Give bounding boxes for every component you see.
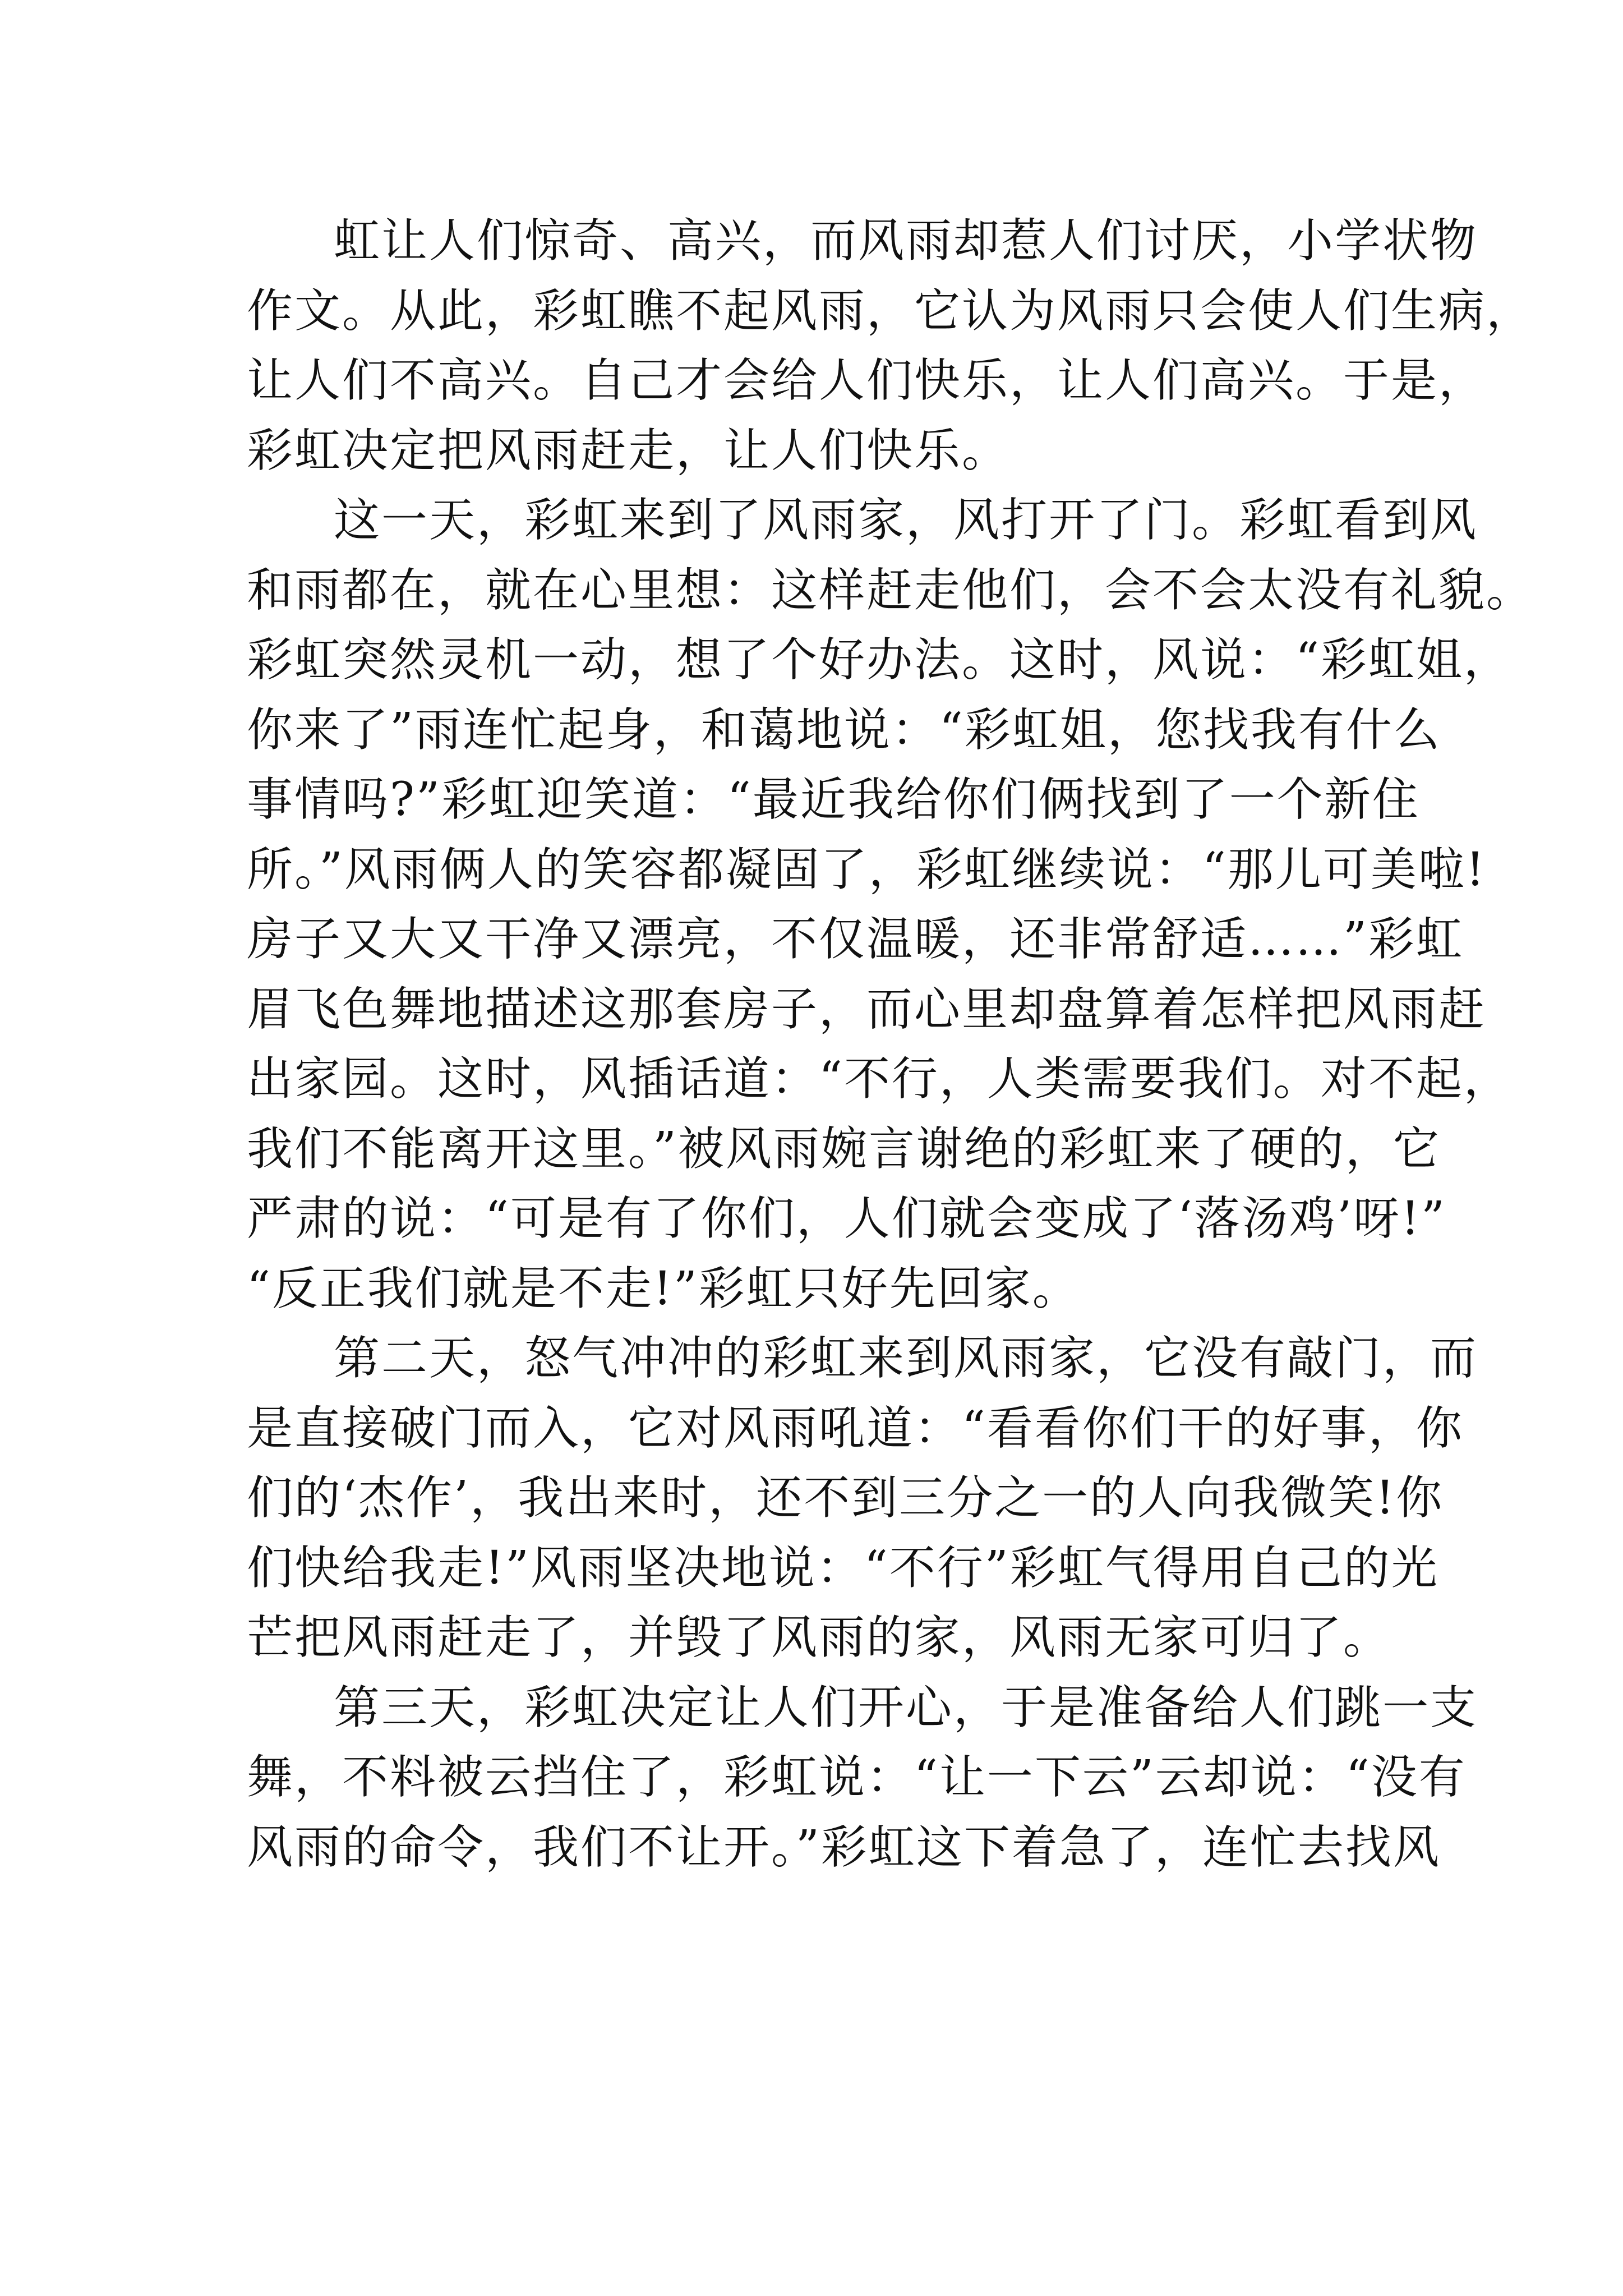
text-line: 们的‘杰作’，我出来时，还不到三分之一的人向我微笑!你 [247,1471,1444,1525]
text-line: 彩虹突然灵机一动，想了个好办法。这时，风说：“彩虹姐， [247,633,1511,687]
text-line: 出家园。这时，风插话道：“不行，人类需要我们。对不起， [247,1052,1511,1106]
text-line: 舞，不料被云挡住了，彩虹说：“让一下云”云却说：“没有 [247,1751,1467,1804]
text-line: 作文。从此，彩虹瞧不起风雨，它认为风雨只会使人们生病， [247,284,1534,338]
text-line: 事情吗?”彩虹迎笑道：“最近我给你们俩找到了一个新住 [247,773,1420,826]
text-line: 你来了”雨连忙起身，和蔼地说：“彩虹姐，您找我有什么 [247,703,1441,757]
text-line: 第三天，彩虹决定让人们开心，于是准备给人们跳一支 [334,1681,1478,1734]
text-line: 和雨都在，就在心里想：这样赶走他们，会不会太没有礼貌。 [247,563,1534,617]
text-line: 这一天，彩虹来到了风雨家，风打开了门。彩虹看到风 [334,494,1478,547]
text-line: 我们不能离开这里。”被风雨婉言谢绝的彩虹来了硬的，它 [247,1122,1441,1176]
text-line: 所。”风雨俩人的笑容都凝固了，彩虹继续说：“那儿可美啦! [247,843,1486,896]
text-line: “反正我们就是不走!”彩虹只好先回家。 [247,1262,1080,1315]
text-line: 芒把风雨赶走了，并毁了风雨的家，风雨无家可归了。 [247,1611,1391,1664]
text-line: 们快给我走!”风雨坚决地说：“不行”彩虹气得用自己的光 [247,1541,1439,1595]
text-line: 眉飞色舞地描述这那套房子，而心里却盘算着怎样把风雨赶 [247,982,1487,1036]
text-line: 严肃的说：“可是有了你们，人们就会变成了‘落汤鸡’呀!” [247,1192,1446,1245]
text-line: 风雨的命令，我们不让开。”彩虹这下着急了，连忙去找风 [247,1820,1441,1874]
text-line: 虹让人们惊奇、高兴，而风雨却惹人们讨厌，小学状物 [334,214,1478,268]
text-line: 房子又大又干净又漂亮，不仅温暖，还非常舒适……”彩虹 [247,913,1464,966]
text-line: 彩虹决定把风雨赶走，让人们快乐。 [247,424,1010,477]
text-line: 让人们不高兴。自己才会给人们快乐，让人们高兴。于是， [247,354,1487,407]
body-text [247,206,1534,1883]
text-line: 是直接破门而入，它对风雨吼道：“看看你们干的好事，你 [247,1401,1464,1455]
text-line: 第二天，怒气冲冲的彩虹来到风雨家，它没有敲门，而 [334,1332,1478,1385]
